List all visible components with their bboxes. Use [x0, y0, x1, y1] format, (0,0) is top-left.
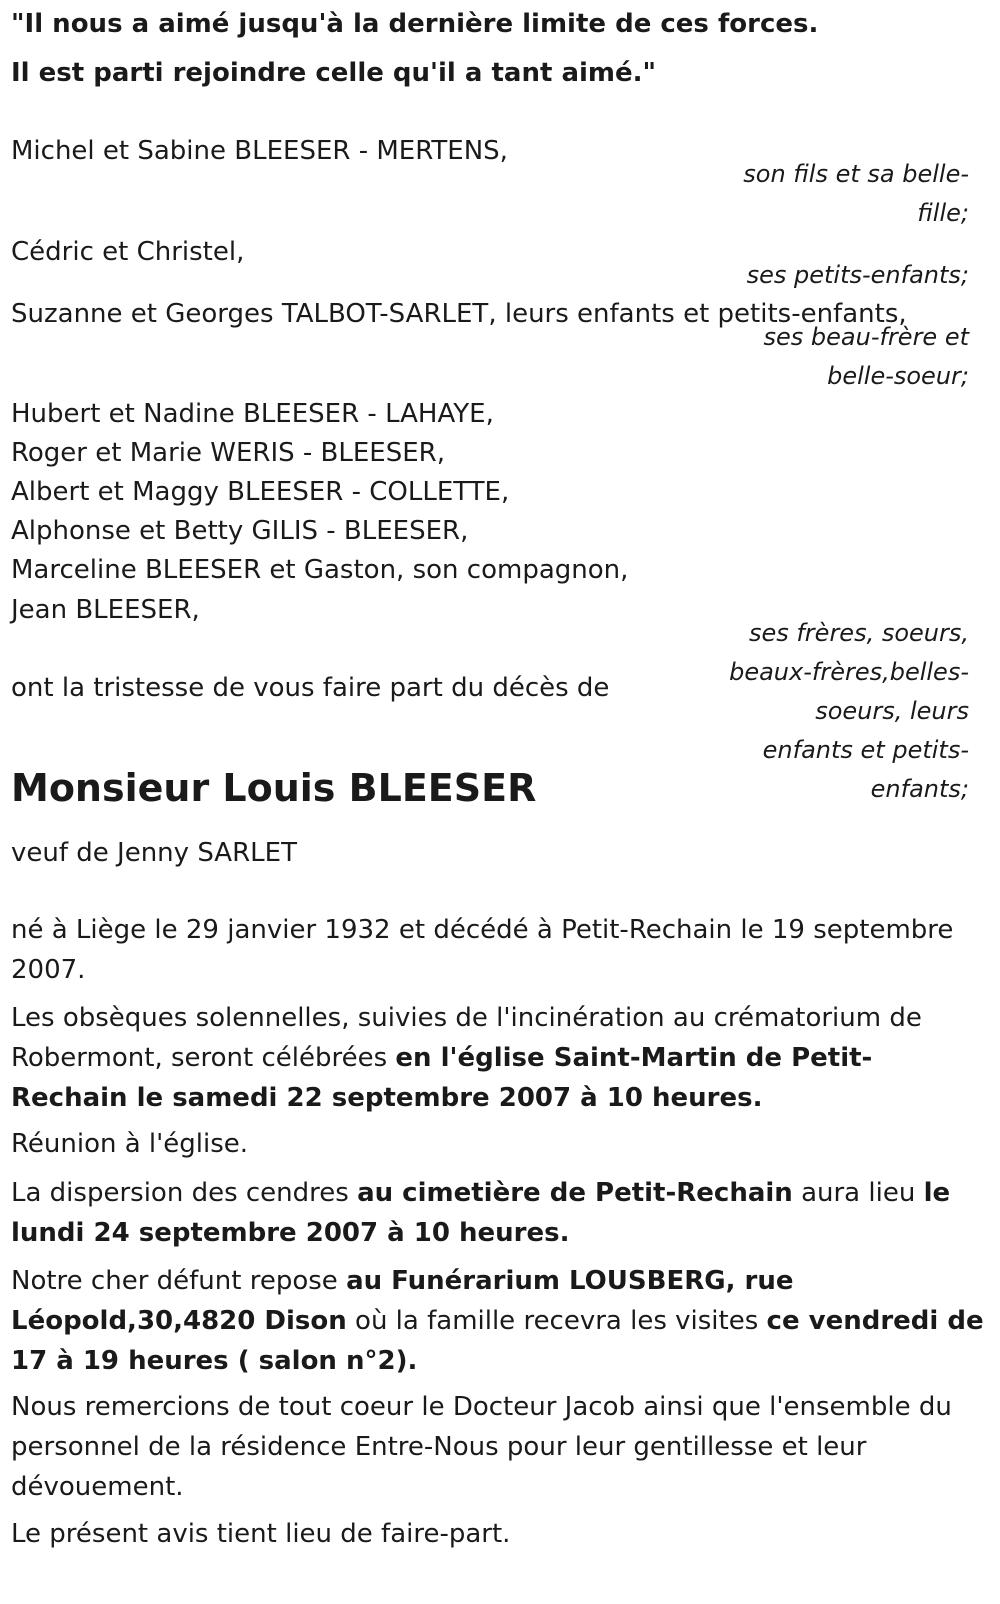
quote-line-1: "Il nous a aimé jusqu'à la dernière limite de ces forces.: [11, 9, 819, 39]
ashes-location: au cimetière de Petit-Rechain: [357, 1178, 793, 1208]
ashes-text-2: aura lieu: [792, 1178, 924, 1208]
sibling-4: Alphonse et Betty GILIS - BLEESER,: [11, 516, 469, 546]
ashes-text-1: La dispersion des cendres: [11, 1178, 358, 1208]
rests-paragraph: [11, 1261, 986, 1381]
rests-text-1: Notre cher défunt repose: [11, 1266, 347, 1296]
quote-line-2: Il est parti rejoindre celle qu'il a tant aimé.": [11, 58, 657, 88]
siblings-relation-2: beaux-frères,belles-: [729, 658, 969, 686]
funeral-paragraph: [11, 998, 986, 1118]
family-grandchildren-relation: ses petits-enfants;: [746, 261, 969, 289]
siblings-relation-1: ses frères, soeurs,: [748, 619, 969, 647]
funeral-text: Les obsèques solennelles, suivies de l'incinération au crématorium de Robermont, seront célébrées: [11, 1003, 922, 1073]
sibling-2: Roger et Marie WERIS - BLEESER,: [11, 438, 445, 468]
sibling-5: Marceline BLEESER et Gaston, son compagnon,: [11, 555, 629, 585]
sibling-3: Albert et Maggy BLEESER - COLLETTE,: [11, 477, 510, 507]
family-grandchildren: Cédric et Christel,: [11, 237, 245, 267]
announcement: ont la tristesse de vous faire part du décès de: [11, 673, 610, 703]
sibling-6: Jean BLEESER,: [11, 595, 200, 625]
siblings-relation-4: enfants et petits-: [762, 736, 969, 764]
siblings-relation-3: soeurs, leurs: [815, 697, 969, 725]
family-in-laws-relation-1: ses beau-frère et: [763, 323, 969, 351]
family-in-laws: Suzanne et Georges TALBOT-SARLET, leurs enfants et petits-enfants,: [11, 299, 907, 329]
family-son-relation-2: fille;: [917, 199, 969, 227]
visiting-hours: ce vendredi de 17 à 19 heures ( salon n°2).: [11, 1306, 984, 1376]
birth-death-paragraph: né à Liège le 29 janvier 1932 et décédé à Petit-Rechain le 19 septembre 2007.: [11, 915, 954, 985]
funeral-home: au Funérarium LOUSBERG, rue Léopold,30,4820 Dison: [11, 1266, 794, 1336]
ashes-date: le lundi 24 septembre 2007 à 10 heures.: [11, 1178, 951, 1248]
meeting-paragraph: Réunion à l'église.: [11, 1129, 249, 1159]
widower-of: veuf de Jenny SARLET: [11, 838, 297, 868]
family-son: Michel et Sabine BLEESER - MERTENS,: [11, 136, 508, 166]
closing-paragraph: Le présent avis tient lieu de faire-part.: [11, 1519, 511, 1549]
rests-text-2: où la famille recevra les visites: [346, 1306, 767, 1336]
thanks-paragraph: Nous remercions de tout coeur le Docteur Jacob ainsi que l'ensemble du personnel de la résidence Entre-Nous pour leur gentillesse et leur dévouement.: [11, 1392, 952, 1502]
siblings-relation-5: enfants;: [870, 775, 969, 803]
family-in-laws-relation-2: belle-soeur;: [827, 362, 969, 390]
deceased-name: Monsieur Louis BLEESER: [11, 766, 537, 810]
ashes-paragraph: [11, 1173, 986, 1253]
family-son-relation-1: son fils et sa belle-: [743, 160, 969, 188]
sibling-1: Hubert et Nadine BLEESER - LAHAYE,: [11, 399, 494, 429]
funeral-location-date: en l'église Saint-Martin de Petit-Rechain le samedi 22 septembre 2007 à 10 heures.: [11, 1043, 873, 1113]
